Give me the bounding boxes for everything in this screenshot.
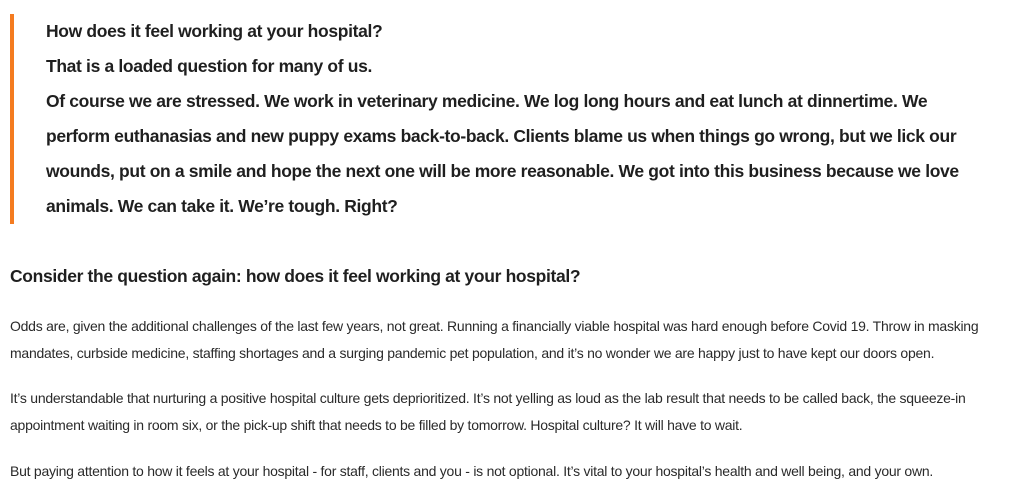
section-heading: Consider the question again: how does it feel working at your hospital? [10,266,581,286]
pull-quote [10,14,970,224]
quote-line-question: How does it feel working at your hospital? [46,21,383,41]
quote-line-loaded: That is a loaded question for many of us. [46,56,372,76]
quote-line-stressed: Of course we are stressed. We work in veterinary medicine. We log long hours and eat lunch at dinnertime. We perform euthanasias and new puppy exams back-to-back. Clients blame us when things go wrong, but we lick our wounds, put on a smile and hope the next one will be more reasonable. We got into this business because we love animals. We can take it. We’re tough. Right? [46,91,959,216]
body-paragraph-2: It’s understandable that nurturing a positive hospital culture gets deprioritized. It’s not yelling as loud as the lab result that needs to be called back, the squeeze-in appointment waiting in room six, or the pick-up shift that needs to be filled by tomorrow. Hospital culture? It will have to wait. [10,390,966,433]
body-paragraph-1: Odds are, given the additional challenges of the last few years, not great. Running a financially viable hospital was hard enough before Covid 19. Throw in masking mandates, curbside medicine, staffing shortages and a surging pandemic pet population, and it’s no wonder we are happy just to have kept our doors open. [10,318,979,361]
body-paragraph-3: But paying attention to how it feels at your hospital - for staff, clients and you - is not optional. It’s vital to your hospital’s health and well being, and your own. [10,463,934,479]
